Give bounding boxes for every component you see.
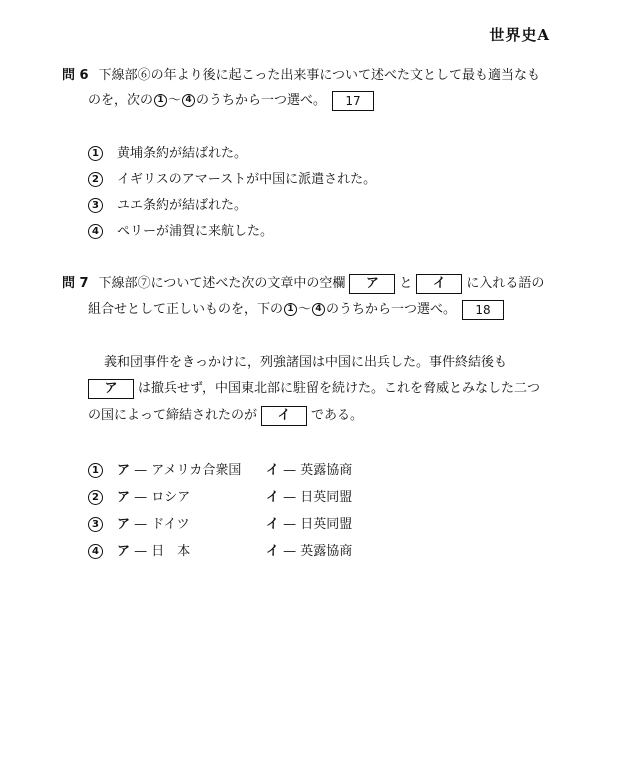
label-i: イ <box>266 463 280 478</box>
option-text: ペリーが浦賀に来航した。 <box>117 224 274 239</box>
label-i: イ <box>266 517 280 532</box>
option-a-value: 日 本 <box>151 544 191 559</box>
q6-option[interactable] <box>88 168 376 194</box>
range-from-marker: 1 <box>284 303 297 316</box>
blank-i-box: イ <box>416 274 462 294</box>
option-i-value: 英露協商 <box>300 463 353 478</box>
q7-stem-connector: と <box>399 276 413 291</box>
option-dash: — <box>283 544 297 559</box>
label-a: ア <box>117 517 131 532</box>
q7-options <box>88 459 488 567</box>
q6-stem-line2-pre: のを，次の <box>88 93 154 108</box>
q6-stem-line1: 下線部⑥の年より後に起こった出来事について述べた文として最も適当なも <box>98 68 541 83</box>
passage-line3-post: である。 <box>311 408 364 423</box>
blank-a-box: ア <box>88 379 134 399</box>
option-number-marker: 4 <box>88 544 103 559</box>
option-number-marker: 2 <box>88 172 103 187</box>
option-number-marker: 1 <box>88 463 103 478</box>
option-i-value: 英露協商 <box>300 544 353 559</box>
option-dash: — <box>134 463 148 478</box>
label-a: ア <box>117 490 131 505</box>
option-number-marker: 4 <box>88 224 103 239</box>
range-separator: 〜 <box>298 302 312 317</box>
q7-option[interactable] <box>88 459 488 486</box>
option-dash: — <box>134 517 148 532</box>
option-dash: — <box>283 490 297 505</box>
label-i: イ <box>266 544 280 559</box>
option-i-column <box>266 486 352 505</box>
label-a: ア <box>117 463 131 478</box>
range-separator: 〜 <box>168 93 182 108</box>
q7-stem-line1-pre: 下線部⑦について述べた次の文章中の空欄 <box>98 276 346 291</box>
range-to-marker: 4 <box>312 303 325 316</box>
option-i-value: 日英同盟 <box>300 517 353 532</box>
q6-options <box>88 142 376 246</box>
option-i-column <box>266 459 352 478</box>
passage-line3-pre: の国によって締結されたのが <box>88 408 258 423</box>
q6-answer-box[interactable]: 17 <box>332 91 374 111</box>
option-text: イギリスのアマーストが中国に派遣された。 <box>117 172 377 187</box>
passage-line2-text: は撤兵せず，中国東北部に駐留を続けた。これを脅威とみなした二つ <box>138 381 540 396</box>
range-from-marker: 1 <box>154 94 167 107</box>
q6-line2 <box>88 89 374 111</box>
q7-option[interactable] <box>88 540 488 567</box>
option-a-value: アメリカ合衆国 <box>151 463 242 478</box>
passage-line3 <box>88 404 363 426</box>
passage-line1: 義和団事件をきっかけに，列強諸国は中国に出兵した。事件終結後も <box>104 355 508 370</box>
q7-stem-line2-pre: 組合せとして正しいものを，下の <box>88 302 284 317</box>
passage-line2 <box>88 377 540 399</box>
option-dash: — <box>134 490 148 505</box>
option-number-marker: 3 <box>88 198 103 213</box>
subject-header: 世界史A <box>489 26 550 44</box>
label-a: ア <box>117 544 131 559</box>
blank-i-box: イ <box>261 406 307 426</box>
option-dash: — <box>134 544 148 559</box>
q6-line1 <box>62 64 540 83</box>
q7-line2 <box>88 298 504 320</box>
q7-answer-box[interactable]: 18 <box>462 300 504 320</box>
label-i: イ <box>266 490 280 505</box>
q7-stem-line1-post: に入れる語の <box>466 276 545 291</box>
blank-a-box: ア <box>349 274 395 294</box>
option-a-value: ロシア <box>151 490 191 505</box>
q7-option[interactable] <box>88 513 488 540</box>
q7-option[interactable] <box>88 486 488 513</box>
option-text: ユエ条約が結ばれた。 <box>117 198 248 213</box>
q7-stem-line2-post: のうちから一つ選べ。 <box>326 302 457 317</box>
q6-option[interactable] <box>88 220 376 246</box>
q6-option[interactable] <box>88 142 376 168</box>
option-text: 黄埔条約が結ばれた。 <box>117 146 248 161</box>
option-dash: — <box>283 463 297 478</box>
q6-number: 問 6 <box>62 68 89 83</box>
q6-option[interactable] <box>88 194 376 220</box>
option-number-marker: 3 <box>88 517 103 532</box>
q7-number: 問 7 <box>62 276 89 291</box>
range-to-marker: 4 <box>182 94 195 107</box>
option-dash: — <box>283 517 297 532</box>
option-number-marker: 2 <box>88 490 103 505</box>
option-i-value: 日英同盟 <box>300 490 353 505</box>
q7-line1 <box>62 272 544 294</box>
option-i-column <box>266 540 352 559</box>
option-i-column <box>266 513 352 532</box>
option-number-marker: 1 <box>88 146 103 161</box>
q6-stem-line2-post: のうちから一つ選べ。 <box>196 93 327 108</box>
option-a-value: ドイツ <box>151 517 190 532</box>
